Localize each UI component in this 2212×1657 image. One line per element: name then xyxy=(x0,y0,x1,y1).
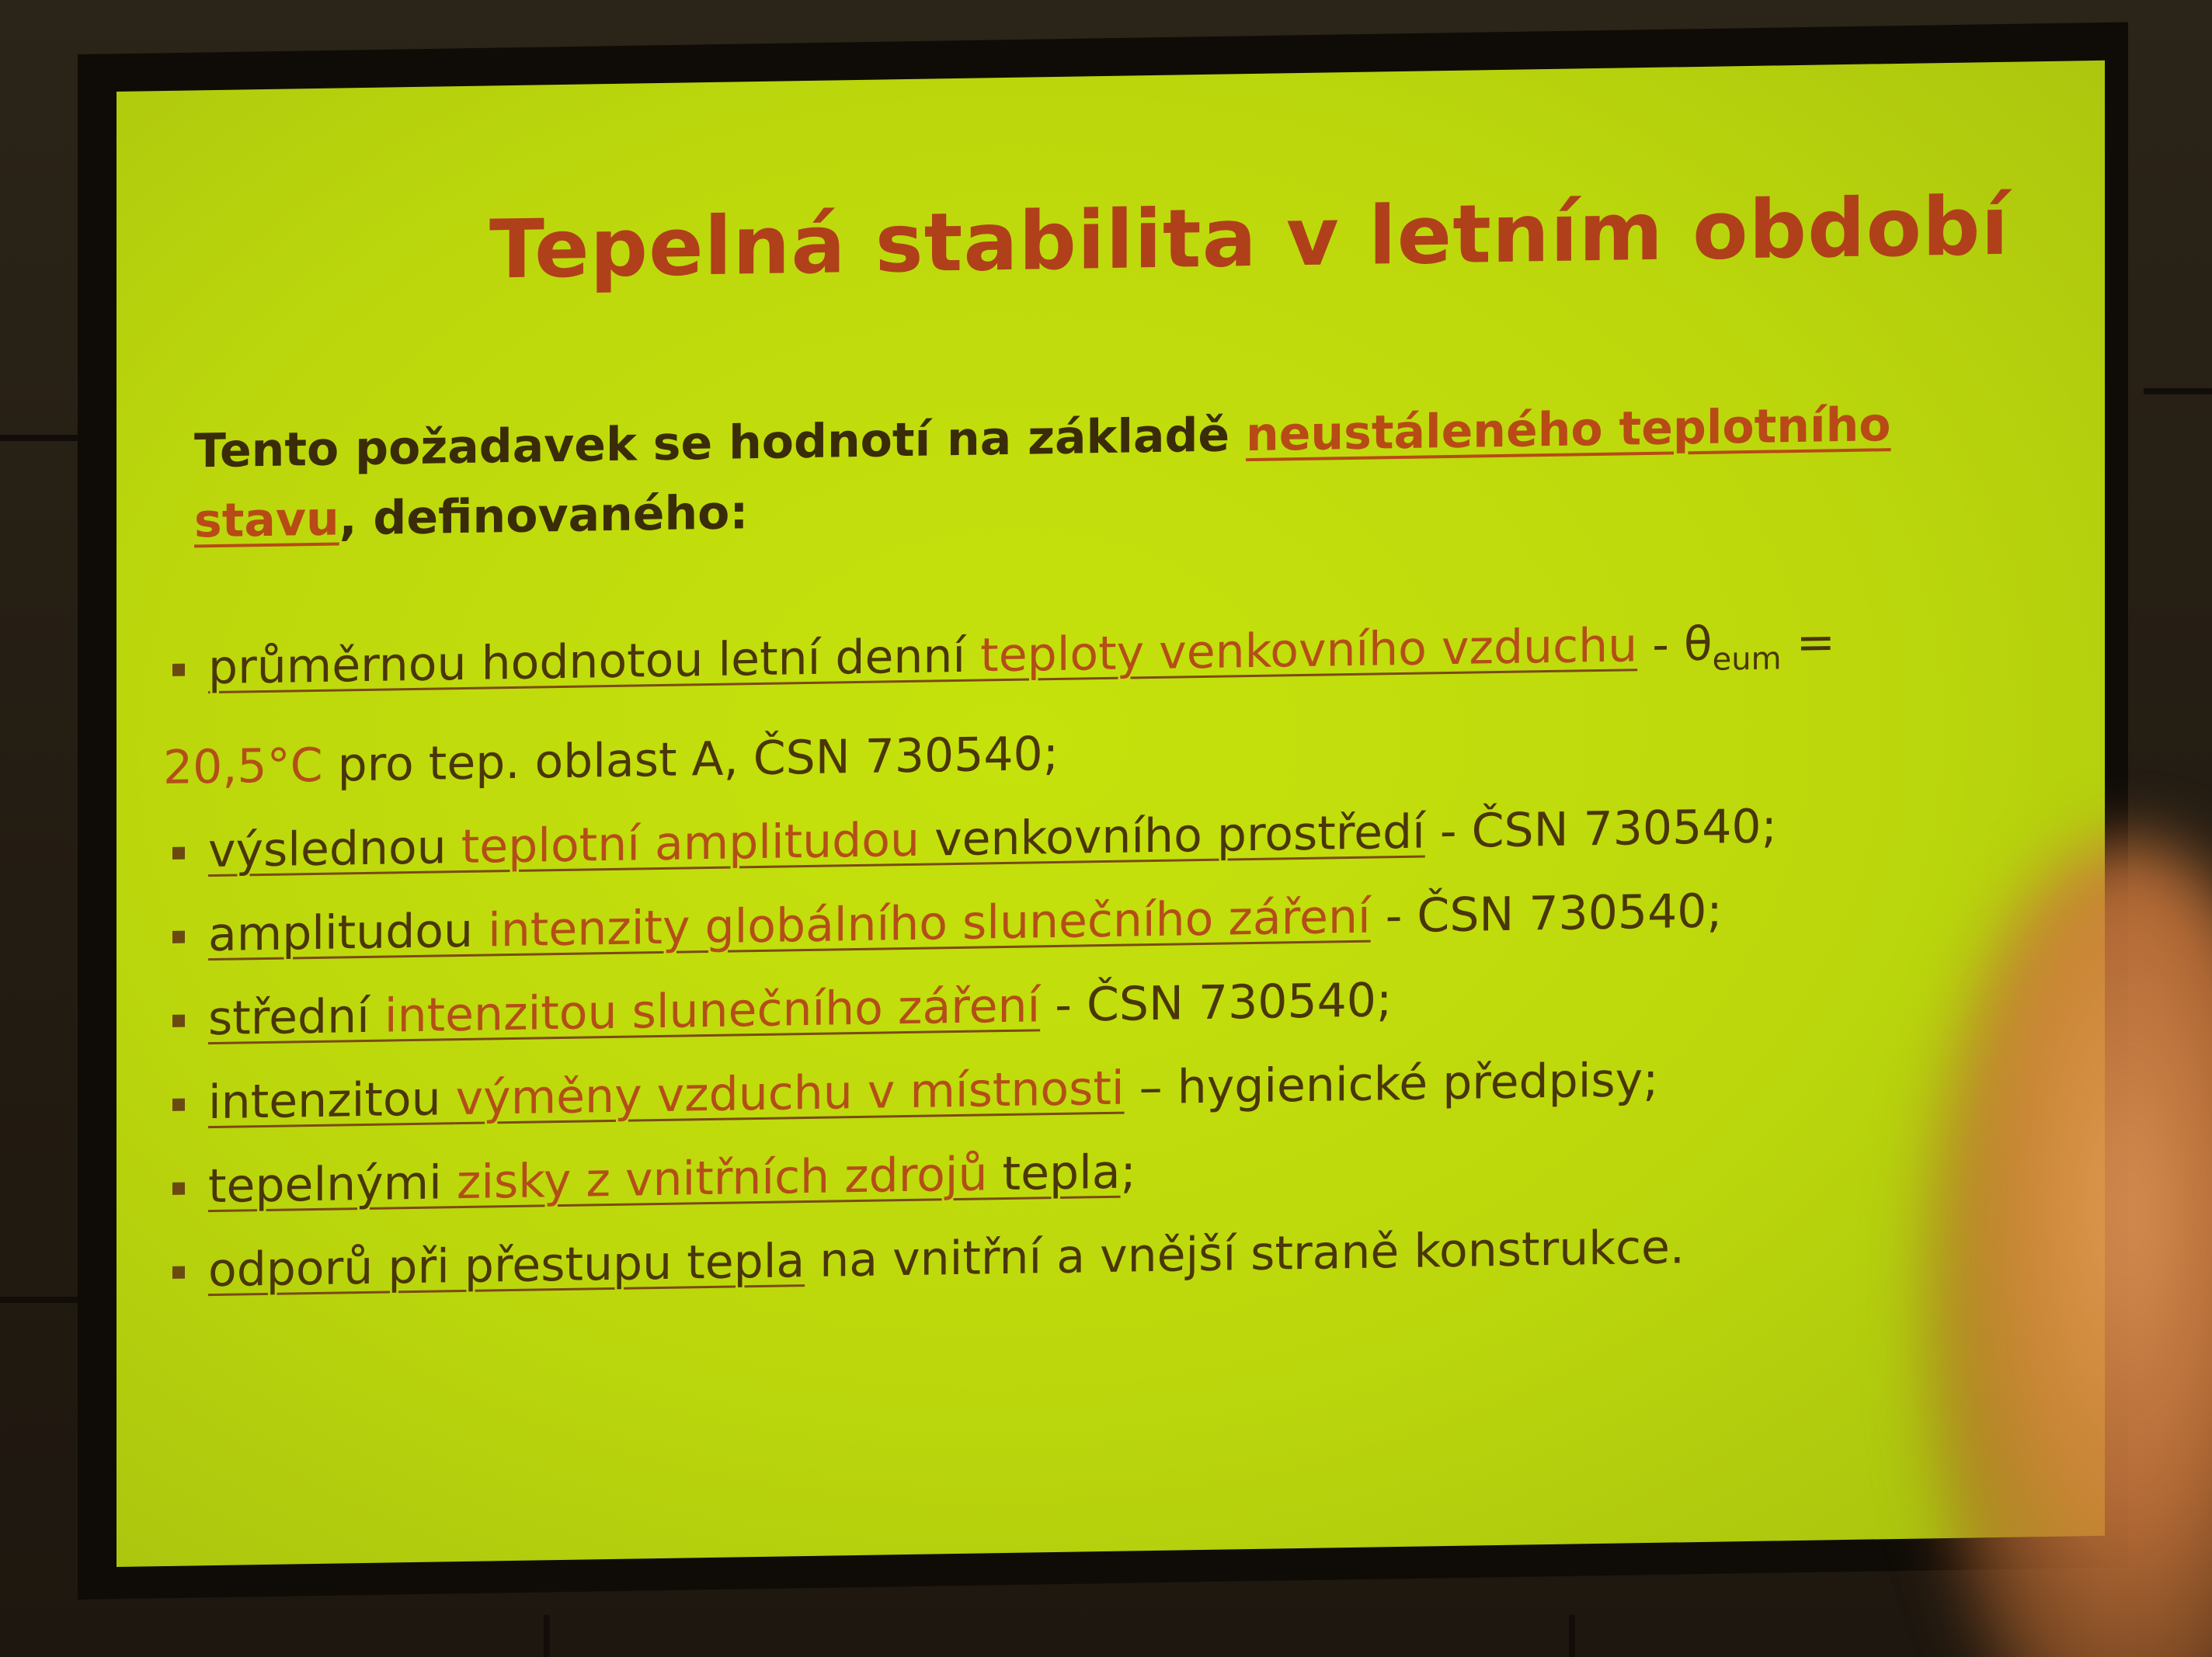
bullet-text: teplotní amplitudou xyxy=(461,812,920,875)
bullet-text: venkovního prostředí xyxy=(920,804,1425,867)
slide-title: Tepelná stabilita v letním období xyxy=(489,178,2010,297)
slide-intro xyxy=(194,387,2058,557)
bullet-text: tepelnými xyxy=(208,1155,457,1214)
bullet-text: - ČSN 730540; xyxy=(1040,973,1393,1033)
bullet-text: průměrnou hodnotou letní denní xyxy=(208,628,981,696)
bullet-text: intenzitou xyxy=(208,1072,456,1131)
bullet-text: amplitudou xyxy=(208,903,489,963)
wall-seam xyxy=(0,1297,85,1303)
bullet-text: výslednou xyxy=(208,820,461,879)
bullet-list xyxy=(163,597,2058,1313)
bullet-text: – hygienické předpisy; xyxy=(1124,1052,1659,1116)
bullet-text: teploty venkovního vzduchu xyxy=(980,618,1638,683)
bullet-square-icon xyxy=(172,664,185,676)
bullet-text: zisky z vnitřních zdrojů xyxy=(456,1147,988,1211)
bullet-item xyxy=(163,597,2058,810)
bullet-text: = xyxy=(1781,615,1835,671)
bullet-text: tepla xyxy=(987,1145,1121,1202)
intro-highlight: neustáleného teplotního stavu xyxy=(194,398,1891,549)
bullet-text: odporů při přestupu tepla xyxy=(208,1234,805,1298)
bullet-text: na vnitřní a vnější straně konstrukce. xyxy=(805,1220,1685,1289)
bullet-text: intenzity globálního slunečního záření xyxy=(488,889,1371,958)
bullet-square-icon xyxy=(172,1183,185,1195)
bullet-square-icon xyxy=(172,847,185,860)
bullet-text: střední xyxy=(208,988,384,1047)
bullet-square-icon xyxy=(172,931,185,943)
wall-seam xyxy=(1569,1615,1575,1657)
wall-seam xyxy=(2144,388,2212,394)
projected-slide xyxy=(117,61,2105,1567)
wall-seam xyxy=(0,435,85,441)
bullet-square-icon xyxy=(172,1266,185,1279)
intro-text-end: , definovaného: xyxy=(339,485,749,547)
bullet-square-icon xyxy=(172,1015,185,1027)
bullet-text: - ČSN 730540; xyxy=(1424,799,1777,860)
intro-text: Tento požadavek se hodnotí na základě xyxy=(194,408,1247,479)
bullet-text: pro tep. oblast A, ČSN 730540; xyxy=(322,726,1059,793)
bullet-text: - θ xyxy=(1637,617,1713,673)
bullet-text: ; xyxy=(1120,1145,1136,1200)
bullet-text: výměny vzduchu v místnosti xyxy=(455,1061,1125,1127)
bullet-text: intenzitou slunečního záření xyxy=(384,978,1041,1044)
bullet-text: 20,5°C xyxy=(163,738,323,796)
subscript-text: eum xyxy=(1712,641,1782,678)
bullet-text: - ČSN 730540; xyxy=(1370,884,1723,944)
bullet-square-icon xyxy=(172,1099,185,1111)
wall-seam xyxy=(544,1615,550,1657)
